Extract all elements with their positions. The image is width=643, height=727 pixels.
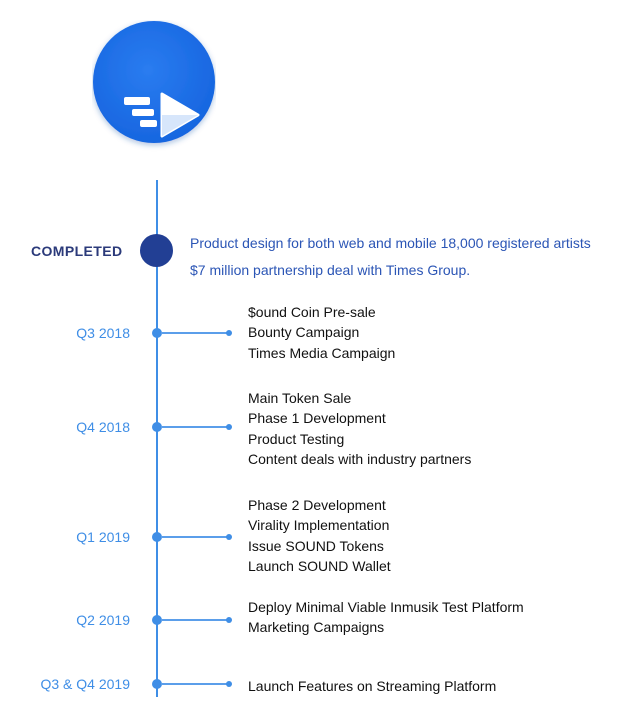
milestone-items (248, 676, 496, 696)
list-item: $ound Coin Pre-sale (248, 304, 376, 320)
list-item: Launch SOUND Wallet (248, 557, 391, 574)
connector-line (161, 426, 228, 428)
milestone-label: Q2 2019 (76, 612, 130, 628)
completed-line-1: Product design for both web and mobile 18,000 registered artists (190, 235, 591, 251)
list-item: Content deals with industry partners (248, 450, 472, 467)
connector-end-dot (226, 424, 232, 430)
milestone-label: Q3 2018 (76, 325, 130, 341)
connector-line (161, 332, 228, 334)
list-item: Issue SOUND Tokens (248, 537, 384, 554)
completed-label: COMPLETED (31, 243, 123, 259)
connector-end-dot (226, 617, 232, 623)
milestone-label: Q4 2018 (76, 419, 130, 435)
connector-line (161, 683, 228, 685)
completed-line-2: $7 million partnership deal with Times Group. (190, 262, 471, 278)
list-item: Deploy Minimal Viable Inmusik Test Platform (248, 599, 524, 615)
list-item: Product Testing (248, 430, 345, 447)
connector-line (161, 536, 228, 538)
milestone-label: Q1 2019 (76, 529, 130, 545)
connector-end-dot (226, 681, 232, 687)
list-item: Phase 1 Development (248, 410, 386, 427)
play-logo-icon (92, 20, 216, 183)
connector-end-dot (226, 330, 232, 336)
milestone-label: Q3 & Q4 2019 (40, 676, 130, 692)
list-item: Times Media Campaign (248, 344, 396, 361)
connector-line (161, 619, 228, 621)
list-item: Marketing Campaigns (248, 619, 385, 636)
list-item: Phase 2 Development (248, 497, 386, 513)
milestone-items (248, 597, 524, 638)
list-item: Main Token Sale (248, 390, 352, 406)
completed-dot (140, 234, 173, 267)
completed-description (190, 230, 591, 284)
milestone-items (248, 302, 395, 363)
logo (92, 20, 216, 183)
connector-end-dot (226, 534, 232, 540)
list-item: Launch Features on Streaming Platform (248, 678, 497, 694)
list-item: Bounty Campaign (248, 324, 360, 341)
milestone-items (248, 388, 471, 469)
list-item: Virality Implementation (248, 517, 390, 534)
milestone-items (248, 495, 391, 576)
